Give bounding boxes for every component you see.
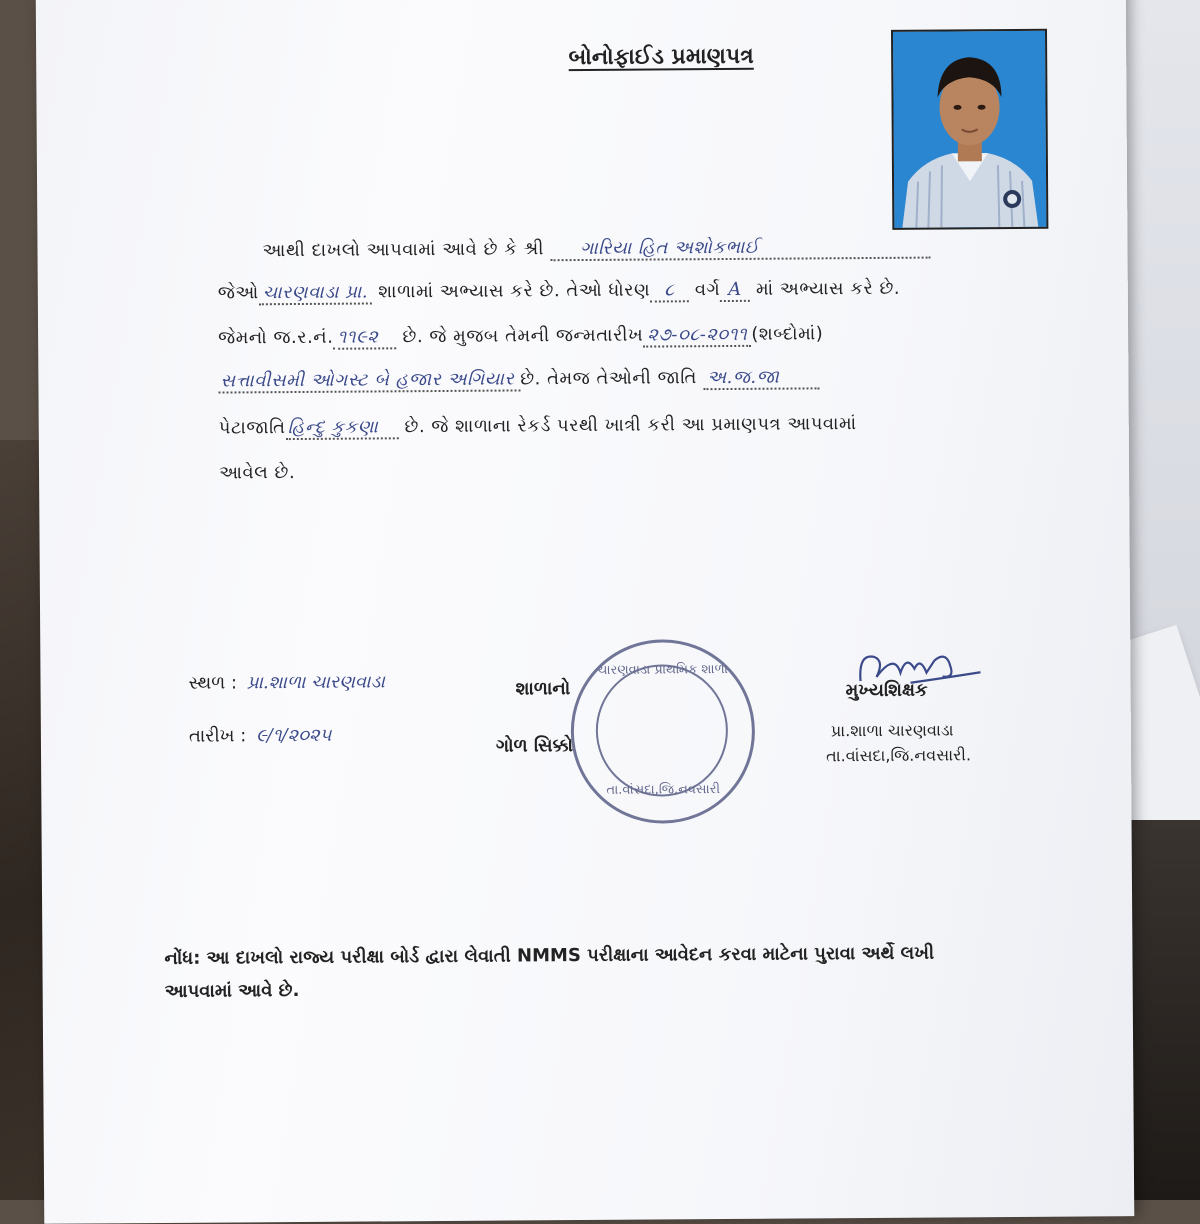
line4-mid: છે. તેમજ તેઓની જાતિ: [520, 367, 697, 390]
seal-label-2: ગોળ સિક્કો: [495, 735, 574, 757]
line3-mid: છે. જે મુજબ તેમની જન્મતારીખ: [402, 324, 644, 348]
gr-number: ૧૧૯૨: [333, 326, 396, 349]
date-value: ૯/૧/૨૦૨૫: [255, 724, 332, 747]
line6-text: આવેલ છે.: [218, 462, 296, 484]
place-row: [188, 671, 388, 693]
school-sign-line-2: તા.વાંસદા,જિ.નવસારી.: [825, 745, 972, 766]
certificate-paper: [36, 0, 1135, 1224]
line2-label: જેઓ: [217, 282, 259, 304]
line3-end: (શબ્દોમાં): [751, 323, 824, 345]
certificate-line-5: [219, 413, 857, 438]
seal-label-1: શાળાનો: [515, 678, 571, 700]
line5-label: પેટાજાતિ: [218, 417, 286, 439]
line1-label: આથી દાખલો આપવામાં આવે છે કે શ્રી: [262, 238, 545, 262]
place-label: સ્થળ :: [188, 672, 238, 694]
student-name: ગારિયા હિત અશોકભાઈ: [550, 236, 930, 262]
certificate-line-2: [218, 278, 900, 304]
student-photo-image: [893, 31, 1046, 228]
line5-end: છે. જે શાળાના રેકર્ડ પરથી ખાત્રી કરી આ પ્રમાણપત્ર આપવામાં: [404, 413, 857, 438]
note-line-2: આપવામાં આવે છે.: [164, 980, 300, 1002]
caste: અ.જ.જા: [703, 366, 819, 390]
school-stamp: [570, 639, 755, 824]
stamp-inner-text: તા.વાંસદા,જિ.નવસારી: [606, 782, 721, 798]
date-label: તારીખ :: [188, 725, 247, 747]
certificate-line-3: [218, 323, 823, 348]
birth-date-words: સત્તાવીસમી ઓગસ્ટ બે હજાર અગિયાર: [218, 368, 520, 393]
standard: ૮: [650, 279, 689, 302]
stamp-outer-text: ચારણવાડા પ્રાથમિક શાળા: [596, 662, 728, 678]
line3-label: જેમનો જ.ર.નં.: [218, 326, 334, 349]
place-value: પ્રા.શાળા ચારણવાડા: [246, 671, 385, 694]
line2-end: માં અભ્યાસ કરે છે.: [755, 277, 901, 300]
note-line-1: નોંધ: આ દાખલો રાજ્ય પરીક્ષા બોર્ડ દ્વારા લેવાતી NMMS પરીક્ષાના આવેદન કરવા માટેના પુરાવા અર્થે લખી: [164, 942, 935, 969]
sub-caste: હિન્દુ કુકણા: [286, 416, 399, 440]
principal-label: મુખ્યશિક્ષક: [845, 679, 928, 702]
school-short: ચારણવાડા પ્રા.: [259, 281, 372, 305]
division: A: [720, 279, 750, 302]
stamp-inner-ring: [595, 664, 728, 797]
student-photo: [891, 29, 1048, 230]
date-row: [189, 725, 336, 747]
birth-date: ૨૭-૦૮-૨૦૧૧: [643, 324, 751, 348]
class-label: વર્ગ: [694, 279, 721, 301]
certificate-line-6: [219, 462, 295, 484]
certificate-line-4: [218, 366, 819, 391]
school-sign-line-1: પ્રા.શાળા ચારણવાડા: [830, 720, 954, 741]
certificate-line-1: [262, 236, 930, 264]
certificate-title: બોનોફાઈડ પ્રમાણપત્ર: [568, 43, 754, 71]
line2-mid: શાળામાં અભ્યાસ કરે છે. તેઓ ધોરણ: [378, 279, 651, 303]
